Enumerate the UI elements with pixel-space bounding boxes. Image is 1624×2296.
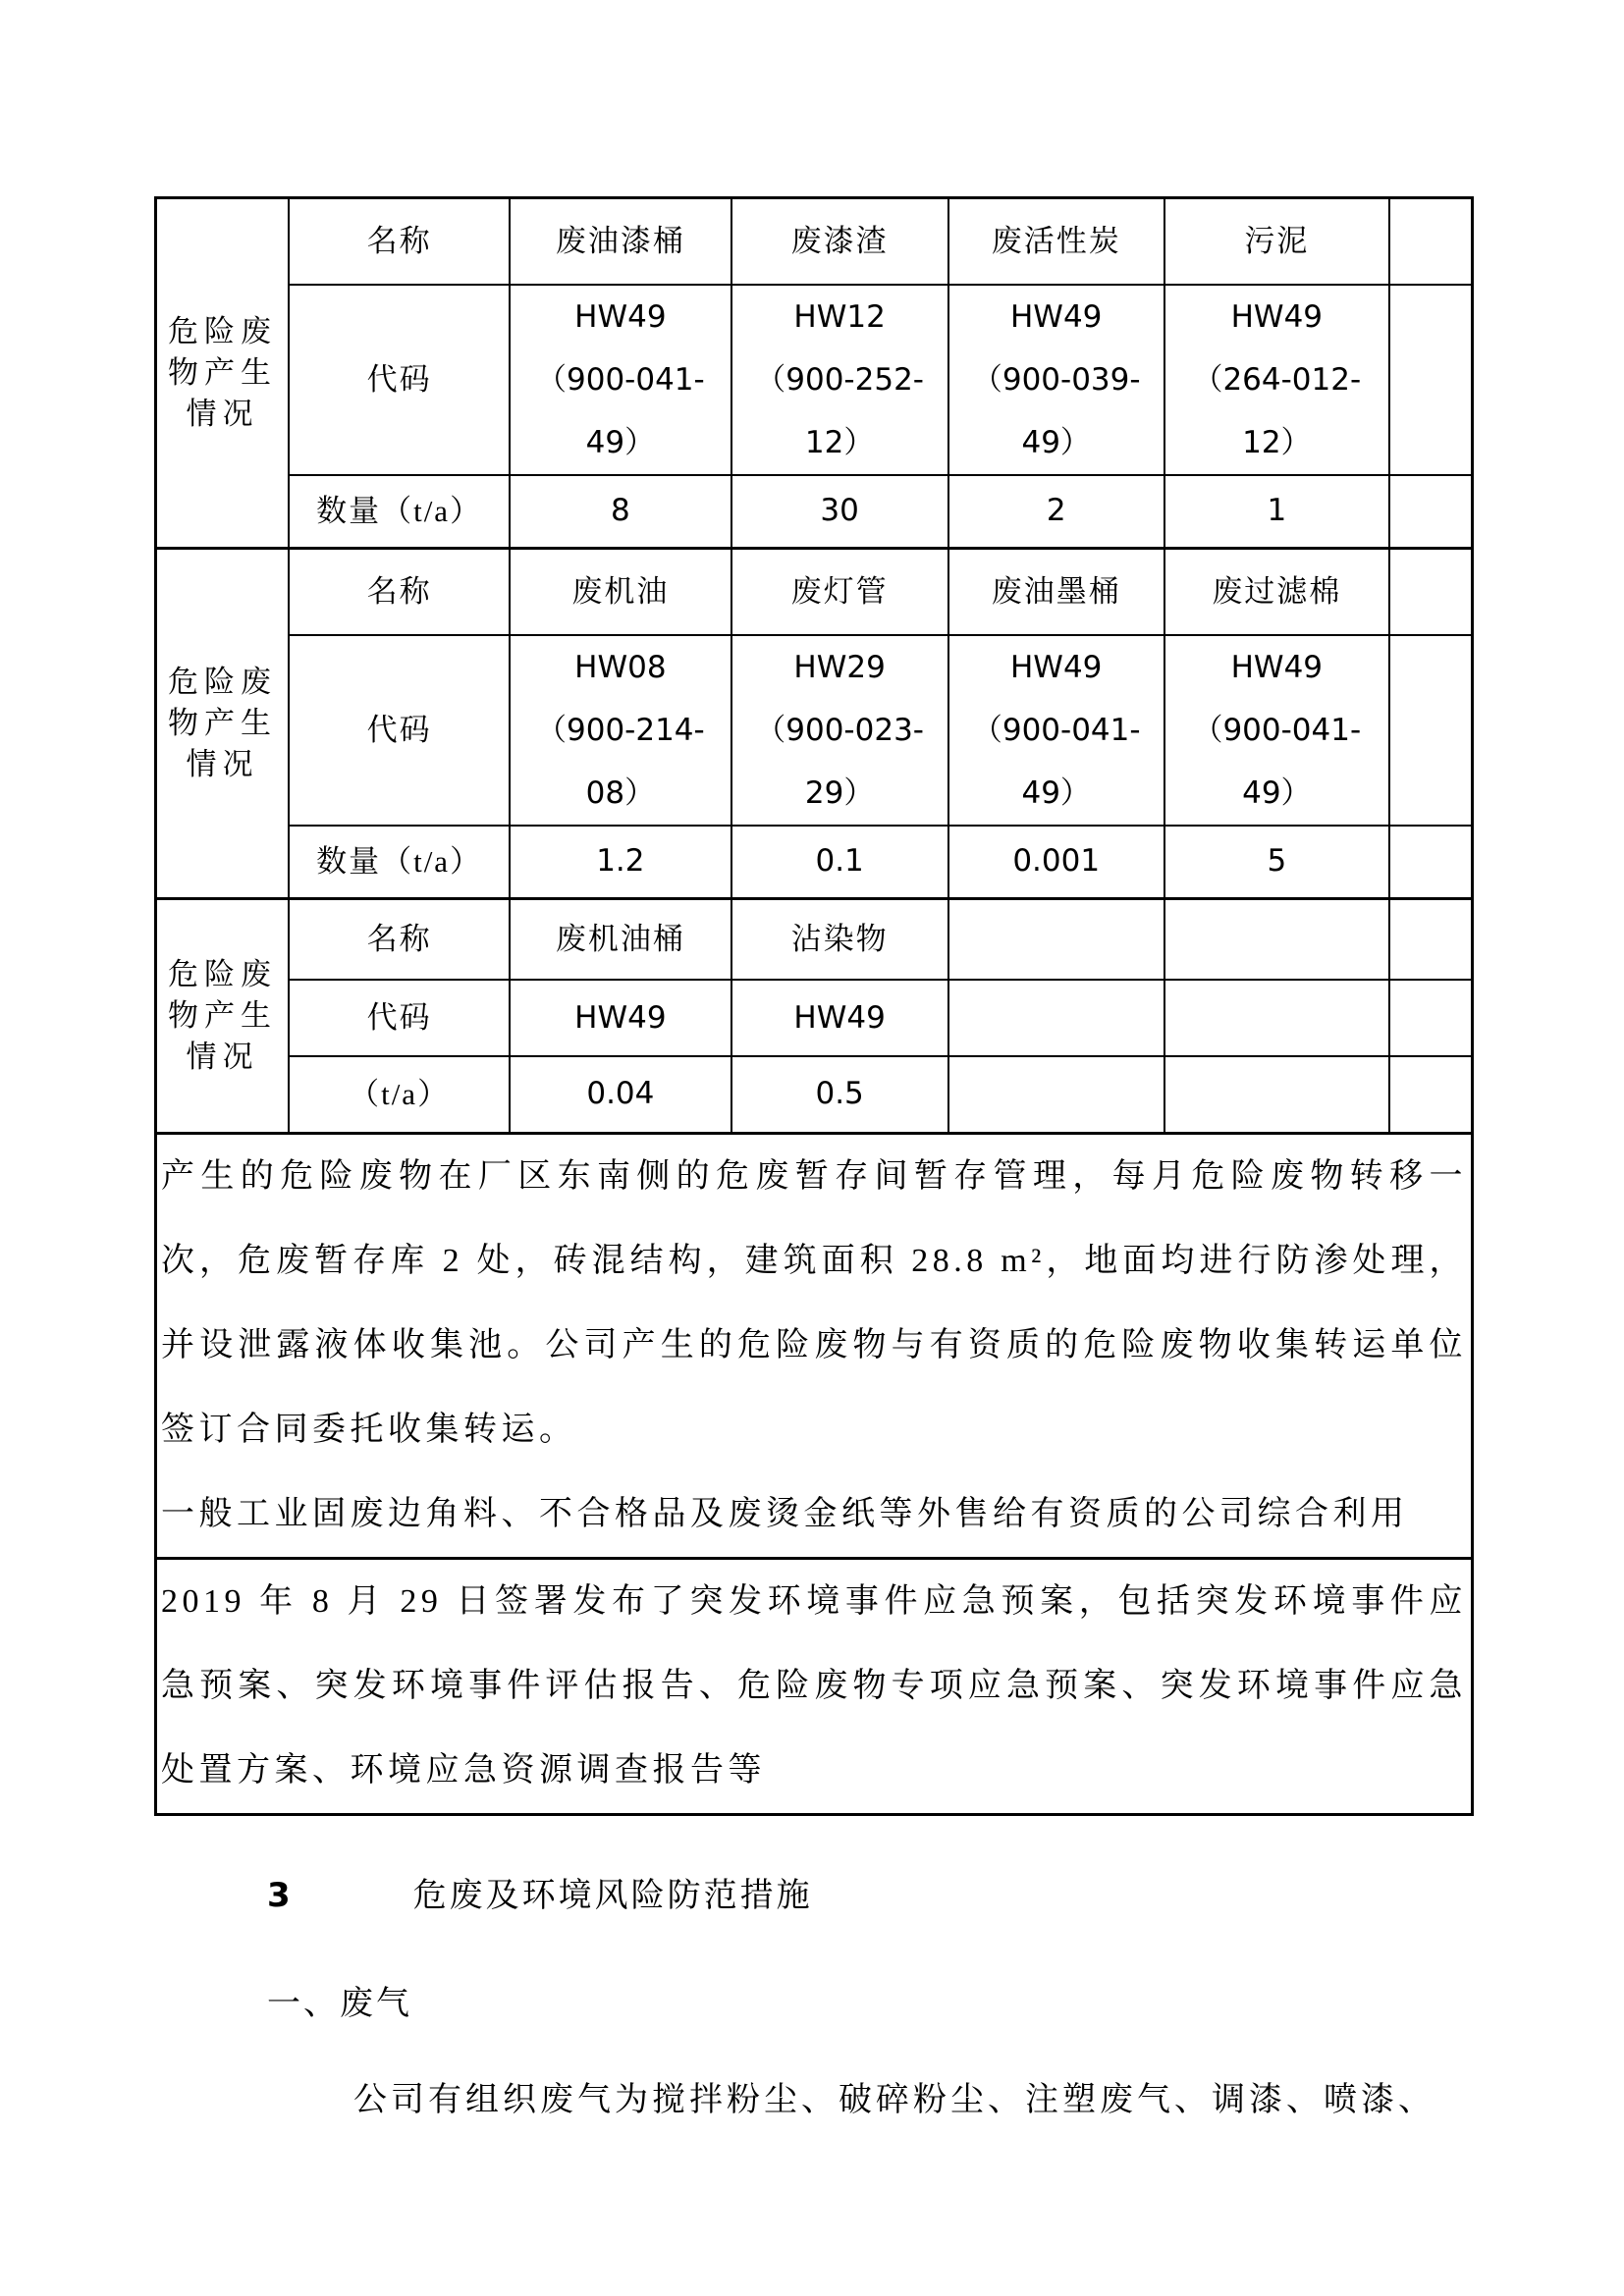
table-row (156, 980, 1473, 1056)
waste-code-cell (948, 285, 1164, 475)
code-value: HW49 (1010, 299, 1103, 335)
waste-qty-cell: 0.001 (948, 826, 1164, 899)
section-heading (267, 1873, 1474, 1919)
waste-name-cell: 废漆渣 (731, 198, 948, 286)
storage-note-block (156, 1134, 1473, 1559)
waste-code-cell (510, 285, 731, 475)
waste-code-cell (731, 635, 948, 826)
waste-name-cell: 废油漆桶 (510, 198, 731, 286)
code-value: HW49 (793, 1000, 886, 1036)
waste-name-cell: 废灯管 (731, 549, 948, 636)
empty-cell (1389, 549, 1473, 636)
empty-cell (948, 980, 1164, 1056)
waste-code-cell (510, 980, 731, 1056)
attr-label-quantity: 数量（t/a） (289, 475, 510, 549)
waste-name-cell: 废过滤棉 (1164, 549, 1389, 636)
attr-label-name: 名称 (289, 198, 510, 286)
table-row (156, 475, 1473, 549)
empty-cell (1164, 980, 1389, 1056)
code-value: HW49 (574, 299, 667, 335)
code-detail: （900-041-49） (536, 362, 705, 460)
general-waste-note-text: 一般工业固废边角料、不合格品及废烫金纸等外售给有资质的公司综合利用 (161, 1496, 1409, 1532)
waste-qty-cell: 0.04 (510, 1056, 731, 1134)
empty-cell (1389, 826, 1473, 899)
code-value: HW08 (574, 650, 667, 685)
empty-cell (1389, 1056, 1473, 1134)
empty-cell (1164, 1056, 1389, 1134)
section-number: 3 (267, 1876, 291, 1915)
section-title: 危废及环境风险防范措施 (412, 1878, 813, 1914)
emergency-note-cell (156, 1559, 1473, 1815)
attr-label-code: 代码 (289, 980, 510, 1056)
waste-name-cell: 废活性炭 (948, 198, 1164, 286)
table-row (156, 1134, 1473, 1559)
waste-qty-cell: 30 (731, 475, 948, 549)
waste-name-cell: 废油墨桶 (948, 549, 1164, 636)
attr-label-name: 名称 (289, 899, 510, 981)
empty-cell (948, 899, 1164, 981)
subsection-heading: 一、废气 (267, 1986, 412, 2022)
body-paragraph: 公司有组织废气为搅拌粉尘、破碎粉尘、注塑废气、调漆、喷漆、 (353, 2082, 1435, 2118)
row-group-label: 危险废物产生情况 (156, 899, 289, 1134)
code-detail: （900-041-49） (1192, 713, 1362, 811)
empty-cell (1164, 899, 1389, 981)
waste-qty-cell: 2 (948, 475, 1164, 549)
code-value: HW49 (574, 1000, 667, 1036)
waste-name-cell: 废机油 (510, 549, 731, 636)
table-row (156, 635, 1473, 826)
empty-cell (1389, 285, 1473, 475)
waste-code-cell (731, 980, 948, 1056)
waste-name-cell: 废机油桶 (510, 899, 731, 981)
empty-cell (1389, 899, 1473, 981)
waste-code-cell (510, 635, 731, 826)
waste-code-cell (948, 635, 1164, 826)
code-value: HW12 (793, 299, 886, 335)
waste-qty-cell: 8 (510, 475, 731, 549)
waste-qty-cell: 0.1 (731, 826, 948, 899)
attr-label-quantity: （t/a） (289, 1056, 510, 1134)
waste-code-cell (1164, 635, 1389, 826)
row-group-label: 危险废物产生情况 (156, 549, 289, 899)
waste-qty-cell: 5 (1164, 826, 1389, 899)
waste-block-2 (156, 549, 1473, 899)
table-row (156, 1056, 1473, 1134)
code-value: HW29 (793, 650, 886, 685)
code-detail: （264-012-12） (1192, 362, 1362, 460)
waste-qty-cell: 0.5 (731, 1056, 948, 1134)
code-value: HW49 (1230, 299, 1324, 335)
attr-label-code: 代码 (289, 285, 510, 475)
table-row (156, 549, 1473, 636)
waste-block-1 (156, 198, 1473, 549)
row-group-label: 危险废物产生情况 (156, 198, 289, 549)
waste-code-cell (731, 285, 948, 475)
table-row (156, 1559, 1473, 1815)
attr-label-quantity: 数量（t/a） (289, 826, 510, 899)
empty-cell (1389, 475, 1473, 549)
waste-code-cell (1164, 285, 1389, 475)
table-row (156, 198, 1473, 286)
storage-note-text: 产生的危险废物在厂区东南侧的危废暂存间暂存管理，每月危险废物转移一次，危废暂存库 2 处，砖混结构，建筑面积 28.8 m²，地面均进行防渗处理，并设泄露液体收集池。公司产生的危险废物与有资质的危险废物收集转运单位签订合同委托收集转运。 (161, 1158, 1467, 1448)
code-detail: （900-252-12） (755, 362, 924, 460)
emergency-note-text: 2019 年 8 月 29 日签署发布了突发环境事件应急预案，包括突发环境事件应急预案、突发环境事件评估报告、危险废物专项应急预案、突发环境事件应急处置方案、环境应急资源调查报告等 (161, 1583, 1467, 1789)
empty-cell (948, 1056, 1164, 1134)
code-detail: （900-214-08） (536, 713, 705, 811)
table-row (156, 899, 1473, 981)
waste-qty-cell: 1 (1164, 475, 1389, 549)
code-detail: （900-041-49） (971, 713, 1141, 811)
attr-label-name: 名称 (289, 549, 510, 636)
waste-name-cell: 污泥 (1164, 198, 1389, 286)
empty-cell (1389, 635, 1473, 826)
storage-note-cell (156, 1134, 1473, 1559)
empty-cell (1389, 198, 1473, 286)
table-row (156, 826, 1473, 899)
attr-label-code: 代码 (289, 635, 510, 826)
emergency-note-block (156, 1559, 1473, 1815)
code-detail: （900-039-49） (971, 362, 1141, 460)
hazardous-waste-table (154, 196, 1474, 1816)
waste-name-cell: 沾染物 (731, 899, 948, 981)
code-detail: （900-023-29） (755, 713, 924, 811)
table-row (156, 285, 1473, 475)
code-value: HW49 (1010, 650, 1103, 685)
waste-qty-cell: 1.2 (510, 826, 731, 899)
code-value: HW49 (1230, 650, 1324, 685)
waste-block-3 (156, 899, 1473, 1134)
empty-cell (1389, 980, 1473, 1056)
